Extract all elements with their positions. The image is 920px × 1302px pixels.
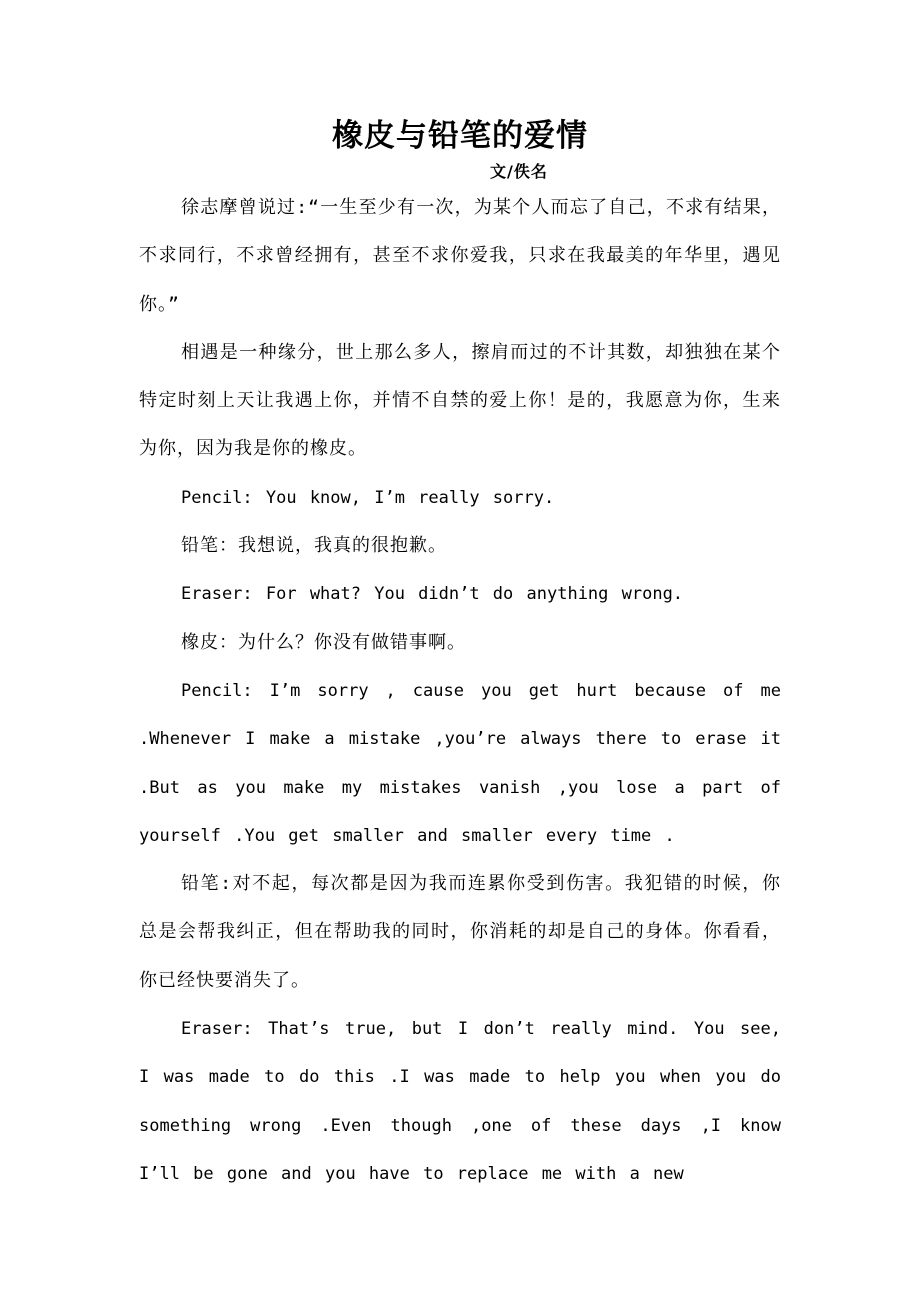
paragraph-pencil-sorry-cn: 铅笔：我想说，我真的很抱歉。 <box>181 535 447 557</box>
paragraph-eraser-made-for-this-en: Eraser: That’s true, but I don’t really mind. You see, I was made to do this .I was made to help you when you do something wrong .Even though ,one of these days ,I know I’ll be gone and you have to replace me with a new <box>139 1019 781 1184</box>
author-byline: 文/佚名 <box>490 162 548 181</box>
paragraph-pencil-hurt-en: Pencil: I’m sorry , cause you get hurt because of me .Whenever I make a mistake ,you’re always there to erase it .But as you make my mistakes vanish ,you lose a part of yourself .You get smaller and smaller every time . <box>139 680 781 846</box>
paragraph-eraser-for-what-cn: 橡皮：为什么？你没有做错事啊。 <box>181 631 466 653</box>
document-title: 橡皮与铅笔的爱情 <box>332 118 588 154</box>
paragraph-eraser-for-what-en: Eraser: For what? You didn’t do anything wrong. <box>181 584 684 605</box>
paragraph-pencil-sorry-en: Pencil: You know, I’m really sorry. <box>181 487 555 508</box>
paragraph-pencil-hurt-cn: 铅笔:对不起，每次都是因为我而连累你受到伤害。我犯错的时候，你总是会帮我纠正，但在帮助我的同时，你消耗的却是自己的身体。你看看，你已经快要消失了。 <box>139 873 781 991</box>
paragraph-xu-zhimo-quote: 徐志摩曾说过:“一生至少有一次，为某个人而忘了自己，不求有结果，不求同行，不求曾经拥有，甚至不求你爱我，只求在我最美的年华里，遇见你。” <box>139 197 781 315</box>
paragraph-encounter: 相遇是一种缘分，世上那么多人，擦肩而过的不计其数，却独独在某个特定时刻上天让我遇上你，并情不自禁的爱上你！是的，我愿意为你，生来为你，因为我是你的橡皮。 <box>139 341 781 460</box>
document-body <box>139 184 781 1198</box>
